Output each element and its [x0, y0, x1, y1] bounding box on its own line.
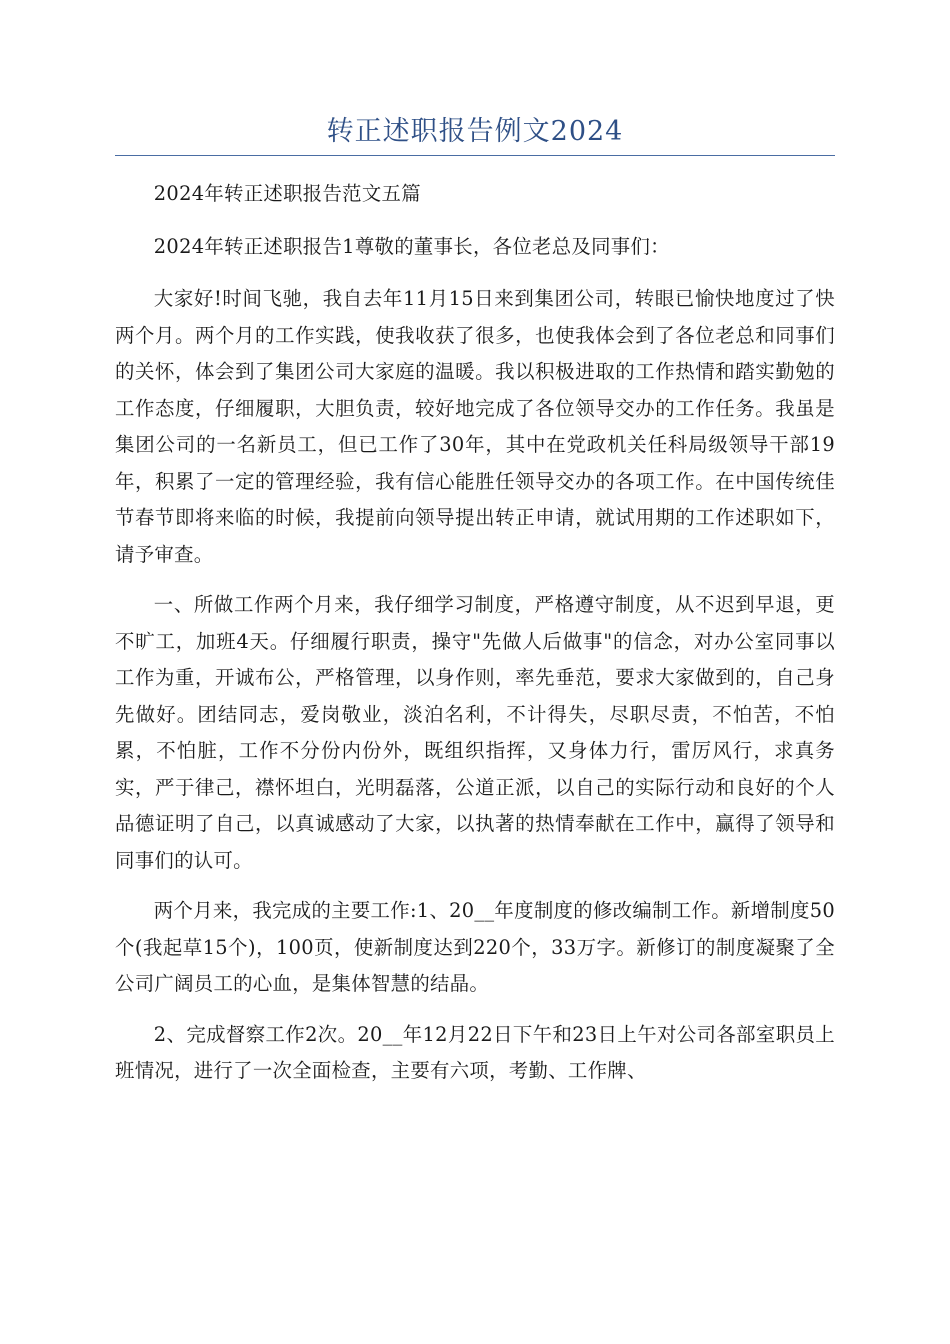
- body-paragraph: 两个月来，我完成的主要工作:1、20__年度制度的修改编制工作。新增制度50个(我起草15个)，100页，使新制度达到220个，33万字。新修订的制度凝聚了全公司广阔员工的心血，是集体智慧的结晶。: [115, 899, 835, 995]
- salutation-paragraph: 2024年转正述职报告1尊敬的董事长，各位老总及同事们：: [153, 234, 670, 258]
- document-body: [115, 176, 835, 1104]
- body-paragraph: 大家好!时间飞驰，我自去年11月15日来到集团公司，转眼已愉快地度过了快两个月。两个月的工作实践，使我收获了很多，也使我体会到了各位老总和同事们的关怀，体会到了集团公司大家庭的温暖。我以积极进取的工作热情和踏实勤勉的工作态度，仔细履职，大胆负责，较好地完成了各位领导交办的工作任务。我虽是集团公司的一名新员工，但已工作了30年，其中在党政机关任科局级领导干部19年，积累了一定的管理经验，我有信心能胜任领导交办的各项工作。在中国传统佳节春节即将来临的时候，我提前向领导提出转正申请，就试用期的工作述职如下，请予审查。: [115, 287, 835, 566]
- document-title: 转正述职报告例文2024: [326, 116, 624, 147]
- body-paragraph: 一、所做工作两个月来，我仔细学习制度，严格遵守制度，从不迟到早退，更不旷工，加班4天。仔细履行职责，操守"先做人后做事"的信念，对办公室同事以工作为重，开诚布公，严格管理，以身作则，率先垂范，要求大家做到的，自己身先做好。团结同志，爱岗敬业，淡泊名利，不计得失，尽职尽责，不怕苦，不怕累，不怕脏，工作不分份内份外，既组织指挥，又身体力行，雷厉风行，求真务实，严于律己，襟怀坦白，光明磊落，公道正派，以自己的实际行动和良好的个人品德证明了自己，以真诚感动了大家，以执著的热情奉献在工作中，赢得了领导和同事们的认可。: [115, 593, 835, 872]
- body-paragraph: 2、完成督察工作2次。20__年12月22日下午和23日上午对公司各部室职员上班情况，进行了一次全面检查，主要有六项，考勤、工作牌、: [115, 1022, 835, 1082]
- title-underline: [115, 155, 835, 156]
- subtitle-paragraph: 2024年转正述职报告范文五篇: [153, 182, 421, 205]
